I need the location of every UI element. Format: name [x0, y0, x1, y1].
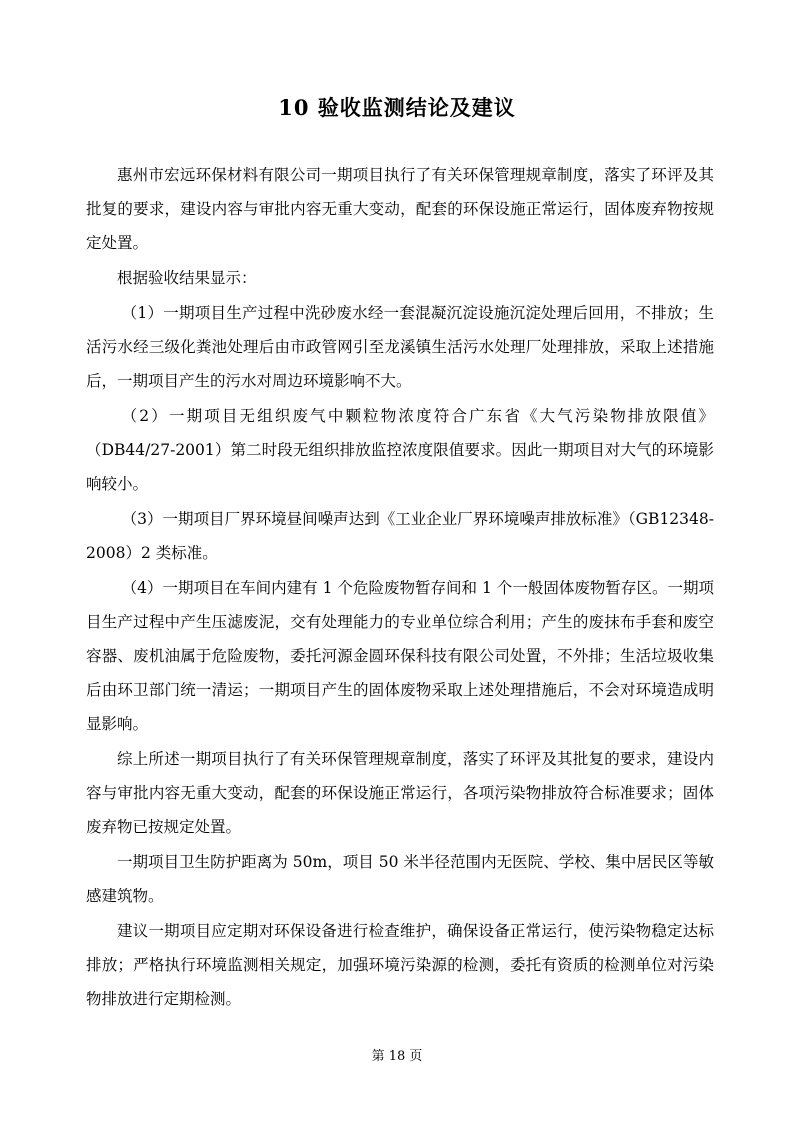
page-number: 第 18 页 [371, 1049, 423, 1064]
paragraph-protection-distance: 一期项目卫生防护距离为 50m，项目 50 米半径范围内无医院、学校、集中居民区等敏感建筑物。 [86, 853, 714, 905]
paragraph-item-2: （2）一期项目无组织废气中颗粒物浓度符合广东省《大气污染物排放限值》（DB44/27-2001）第二时段无组织排放监控浓度限值要求。因此一期项目对大气的环境影响较小。 [86, 407, 714, 493]
paragraph-item-3: （3）一期项目厂界环境昼间噪声达到《工业企业厂界环境噪声排放标准》（GB12348-2008）2 类标准。 [86, 510, 714, 562]
paragraph-conclusion: 综上所述一期项目执行了有关环保管理规章制度，落实了环评及其批复的要求，建设内容与审批内容无重大变动，配套的环保设施正常运行，各项污染物排放符合标准要求；固体废弃物已按规定处置。 [86, 750, 714, 836]
section-body [86, 158, 714, 1017]
paragraph-results-intro: 根据验收结果显示： [117, 269, 257, 287]
section-title: 10 验收监测结论及建议 [278, 95, 516, 120]
paragraph-item-1: （1）一期项目生产过程中洗砂废水经一套混凝沉淀设施沉淀处理后回用，不排放；生活污水经三级化粪池处理后由市政管网引至龙溪镇生活污水处理厂处理排放，采取上述措施后，一期项目产生的污水对周边环境影响不大。 [86, 304, 714, 390]
paragraph-summary: 惠州市宏远环保材料有限公司一期项目执行了有关环保管理规章制度，落实了环评及其批复的要求，建设内容与审批内容无重大变动，配套的环保设施正常运行，固体废弃物按规定处置。 [86, 166, 714, 252]
paragraph-item-4: （4）一期项目在车间内建有 1 个危险废物暂存间和 1 个一般固体废物暂存区。一期项目生产过程中产生压滤废泥，交有处理能力的专业单位综合利用；产生的废抹布手套和废空容器、废机油属于危险废物，委托河源金圆环保科技有限公司处置，不外排；生活垃圾收集后由环卫部门统一清运；一期项目产生的固体废物采取上述处理措施后，不会对环境造成明显影响。 [86, 579, 714, 733]
paragraph-recommendation: 建议一期项目应定期对环保设备进行检查维护，确保设备正常运行，使污染物稳定达标排放；严格执行环境监测相关规定，加强环境污染源的检测，委托有资质的检测单位对污染物排放进行定期检测。 [86, 922, 714, 1008]
